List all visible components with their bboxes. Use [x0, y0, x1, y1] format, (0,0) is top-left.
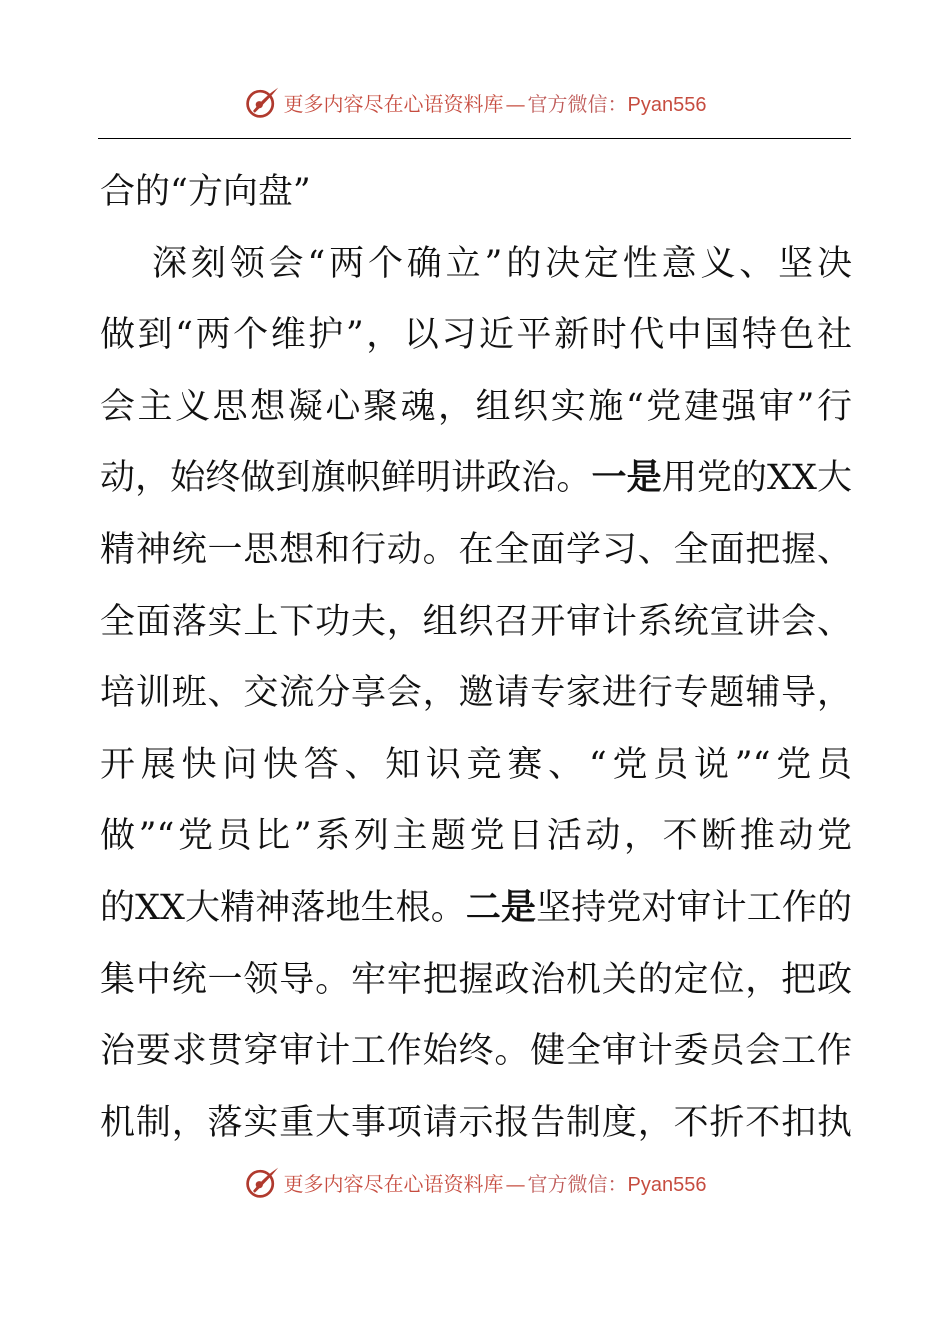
banner-text-a: 更多内容尽在心语资料库 [283, 1171, 504, 1196]
text-run: 会主义思想凝心聚魂，组织实施“党建强审”行 [100, 386, 852, 427]
banner-text-b: 官方微信： [527, 1171, 628, 1196]
paragraph [100, 229, 852, 1160]
footer-banner [0, 1162, 950, 1202]
quill-logo-icon [244, 1164, 280, 1200]
text-line [100, 730, 852, 802]
quill-logo-icon [244, 84, 280, 120]
banner-text-a: 更多内容尽在心语资料库 [283, 91, 504, 116]
banner-separator: — [505, 1171, 526, 1196]
header-banner [0, 82, 950, 122]
header-rule [98, 138, 851, 139]
banner-text-b: 官方微信： [527, 91, 628, 116]
text-run: 开展快问快答、知识竞赛、“党员说”“党员 [100, 744, 852, 785]
emphasis-first-point: 一是 [591, 458, 662, 499]
banner-wechat-id: Pyan556 [627, 1173, 707, 1196]
banner-wechat-id: Pyan556 [627, 93, 707, 116]
text-line [100, 1016, 852, 1088]
document-body [100, 157, 852, 1159]
text-line [100, 300, 852, 372]
text-line [100, 658, 852, 730]
text-run: 治要求贯穿审计工作始终。健全审计委员会工作 [100, 1031, 852, 1072]
banner-text [284, 1168, 707, 1197]
text-run: 深刻领会“两个确立”的决定性意义、坚决 [152, 243, 852, 284]
text-line [100, 157, 852, 229]
paragraph [100, 157, 852, 229]
text-run: 做”“党员比”系列主题党日活动，不断推动党 [100, 816, 852, 857]
text-line [100, 873, 852, 945]
emphasis-second-point: 二是 [465, 887, 537, 928]
text-run: 培训班、交流分享会，邀请专家进行专题辅导， [100, 673, 852, 714]
text-run: 合的“方向盘” [100, 172, 311, 212]
text-run: 精神统一思想和行动。在全面学习、全面把握、 [100, 529, 852, 570]
text-run: 集中统一领导。牢牢把握政治机关的定位，把政 [100, 959, 852, 1000]
text-line [100, 945, 852, 1017]
text-run: 机制，落实重大事项请示报告制度，不折不扣执 [100, 1102, 852, 1143]
text-run: 用党的XX大 [661, 458, 852, 499]
text-line [100, 587, 852, 659]
text-run: 做到“两个维护”，以习近平新时代中国特色社 [100, 315, 852, 356]
text-line [100, 443, 852, 515]
text-line [100, 372, 852, 444]
banner-separator: — [505, 91, 526, 116]
text-line [100, 801, 852, 873]
text-line [100, 229, 852, 301]
text-run: 动，始终做到旗帜鲜明讲政治。 [100, 458, 592, 499]
text-run: 坚持党对审计工作的 [536, 887, 852, 928]
text-line [100, 1088, 852, 1160]
banner-text [284, 88, 707, 117]
text-run: 的XX大精神落地生根。 [100, 887, 466, 928]
text-line [100, 515, 852, 587]
text-run: 全面落实上下功夫，组织召开审计系统宣讲会、 [100, 601, 852, 642]
